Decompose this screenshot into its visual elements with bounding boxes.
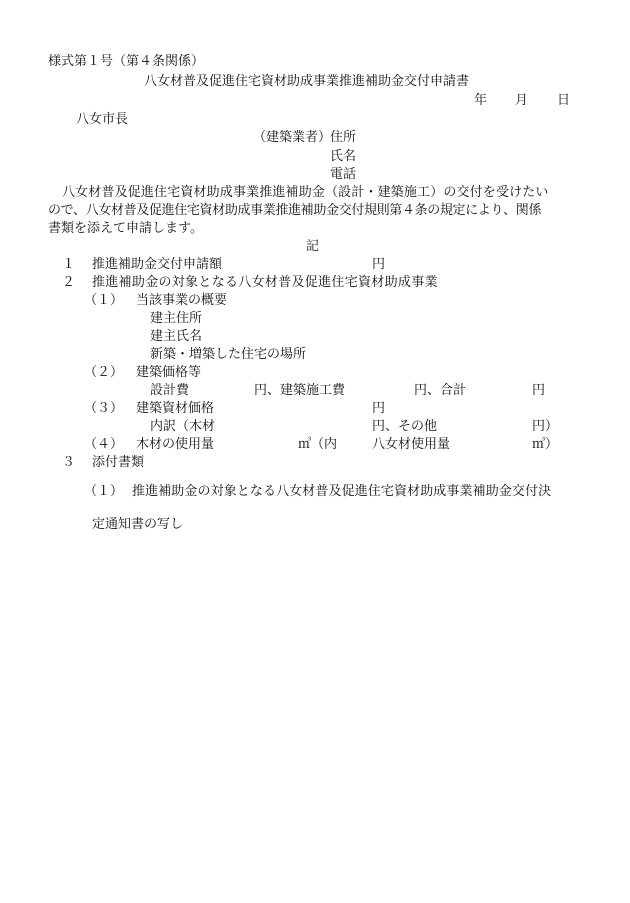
date-month-label: 月 (515, 93, 529, 108)
item2-number: ２ (62, 275, 76, 290)
owner-address-label: 建主住所 (150, 311, 203, 326)
ki-heading: 記 (306, 239, 320, 254)
house-location-label: 新築・増築した住宅の場所 (150, 347, 307, 362)
applicant-role: （建築業者） (253, 130, 332, 145)
item1-number: １ (62, 257, 76, 272)
item2-sub4-label: 木材の使用量 (136, 437, 215, 452)
form-number: 様式第１号（第４条関係） (48, 54, 205, 69)
breakdown-close: 円） (532, 419, 559, 434)
item2-sub1-label: 当該事業の概要 (136, 293, 228, 308)
applicant-phone-label: 電話 (330, 167, 357, 182)
breakdown-other-label: 円、その他 (372, 419, 438, 434)
body-line-2: ので、八女材普及促進住宅資材助成事業推進補助金交付規則第４条の規定により、関係 (48, 203, 542, 218)
construction-fee-label: 円、建築施工費 (254, 383, 346, 398)
date-day-label: 日 (557, 93, 571, 108)
wood-volume-unit: ㎥（内 (298, 437, 338, 452)
item2-sub1-number: （１） (84, 293, 124, 308)
breakdown-wood-label: 内訳（木材 (150, 419, 216, 434)
design-fee-label: 設計費 (150, 383, 190, 398)
addressee: 八女市長 (76, 112, 129, 127)
item2-sub2-label: 建築価格等 (136, 365, 202, 380)
form-title: 八女材普及促進住宅資材助成事業推進補助金交付申請書 (144, 74, 470, 89)
body-line-3: 書類を添えて申請します。 (48, 221, 203, 236)
material-price-yen: 円 (372, 401, 386, 416)
applicant-address-label: 住所 (330, 130, 357, 145)
item2-sub3-label: 建築資材価格 (136, 401, 215, 416)
date-year-label: 年 (474, 93, 488, 108)
item3-label: 添付書類 (92, 455, 145, 470)
item1-yen: 円 (372, 257, 386, 272)
owner-name-label: 建主氏名 (150, 329, 203, 344)
item3-sub1-line2: 定通知書の写し (92, 517, 184, 532)
item2-sub2-number: （２） (84, 365, 124, 380)
total-yen: 円 (532, 383, 546, 398)
item2-sub3-number: （３） (84, 401, 124, 416)
item1-label: 推進補助金交付申請額 (92, 257, 223, 272)
item3-sub1-line1: 推進補助金の対象となる八女材普及促進住宅資材助成事業補助金交付決 (132, 484, 552, 499)
yame-wood-volume-unit: ㎥） (532, 437, 559, 452)
item2-label: 推進補助金の対象となる八女材普及促進住宅資材助成事業 (92, 275, 438, 290)
body-line-1: 八女材普及促進住宅資材助成事業推進補助金（設計・建築施工）の交付を受けたい (62, 185, 549, 200)
total-label: 円、合計 (414, 383, 467, 398)
item3-number: ３ (62, 455, 76, 470)
item3-sub1-number: （１） (84, 484, 124, 499)
yame-wood-volume-label: 八女材使用量 (372, 437, 451, 452)
item2-sub4-number: （４） (84, 437, 124, 452)
applicant-name-label: 氏名 (330, 149, 357, 164)
